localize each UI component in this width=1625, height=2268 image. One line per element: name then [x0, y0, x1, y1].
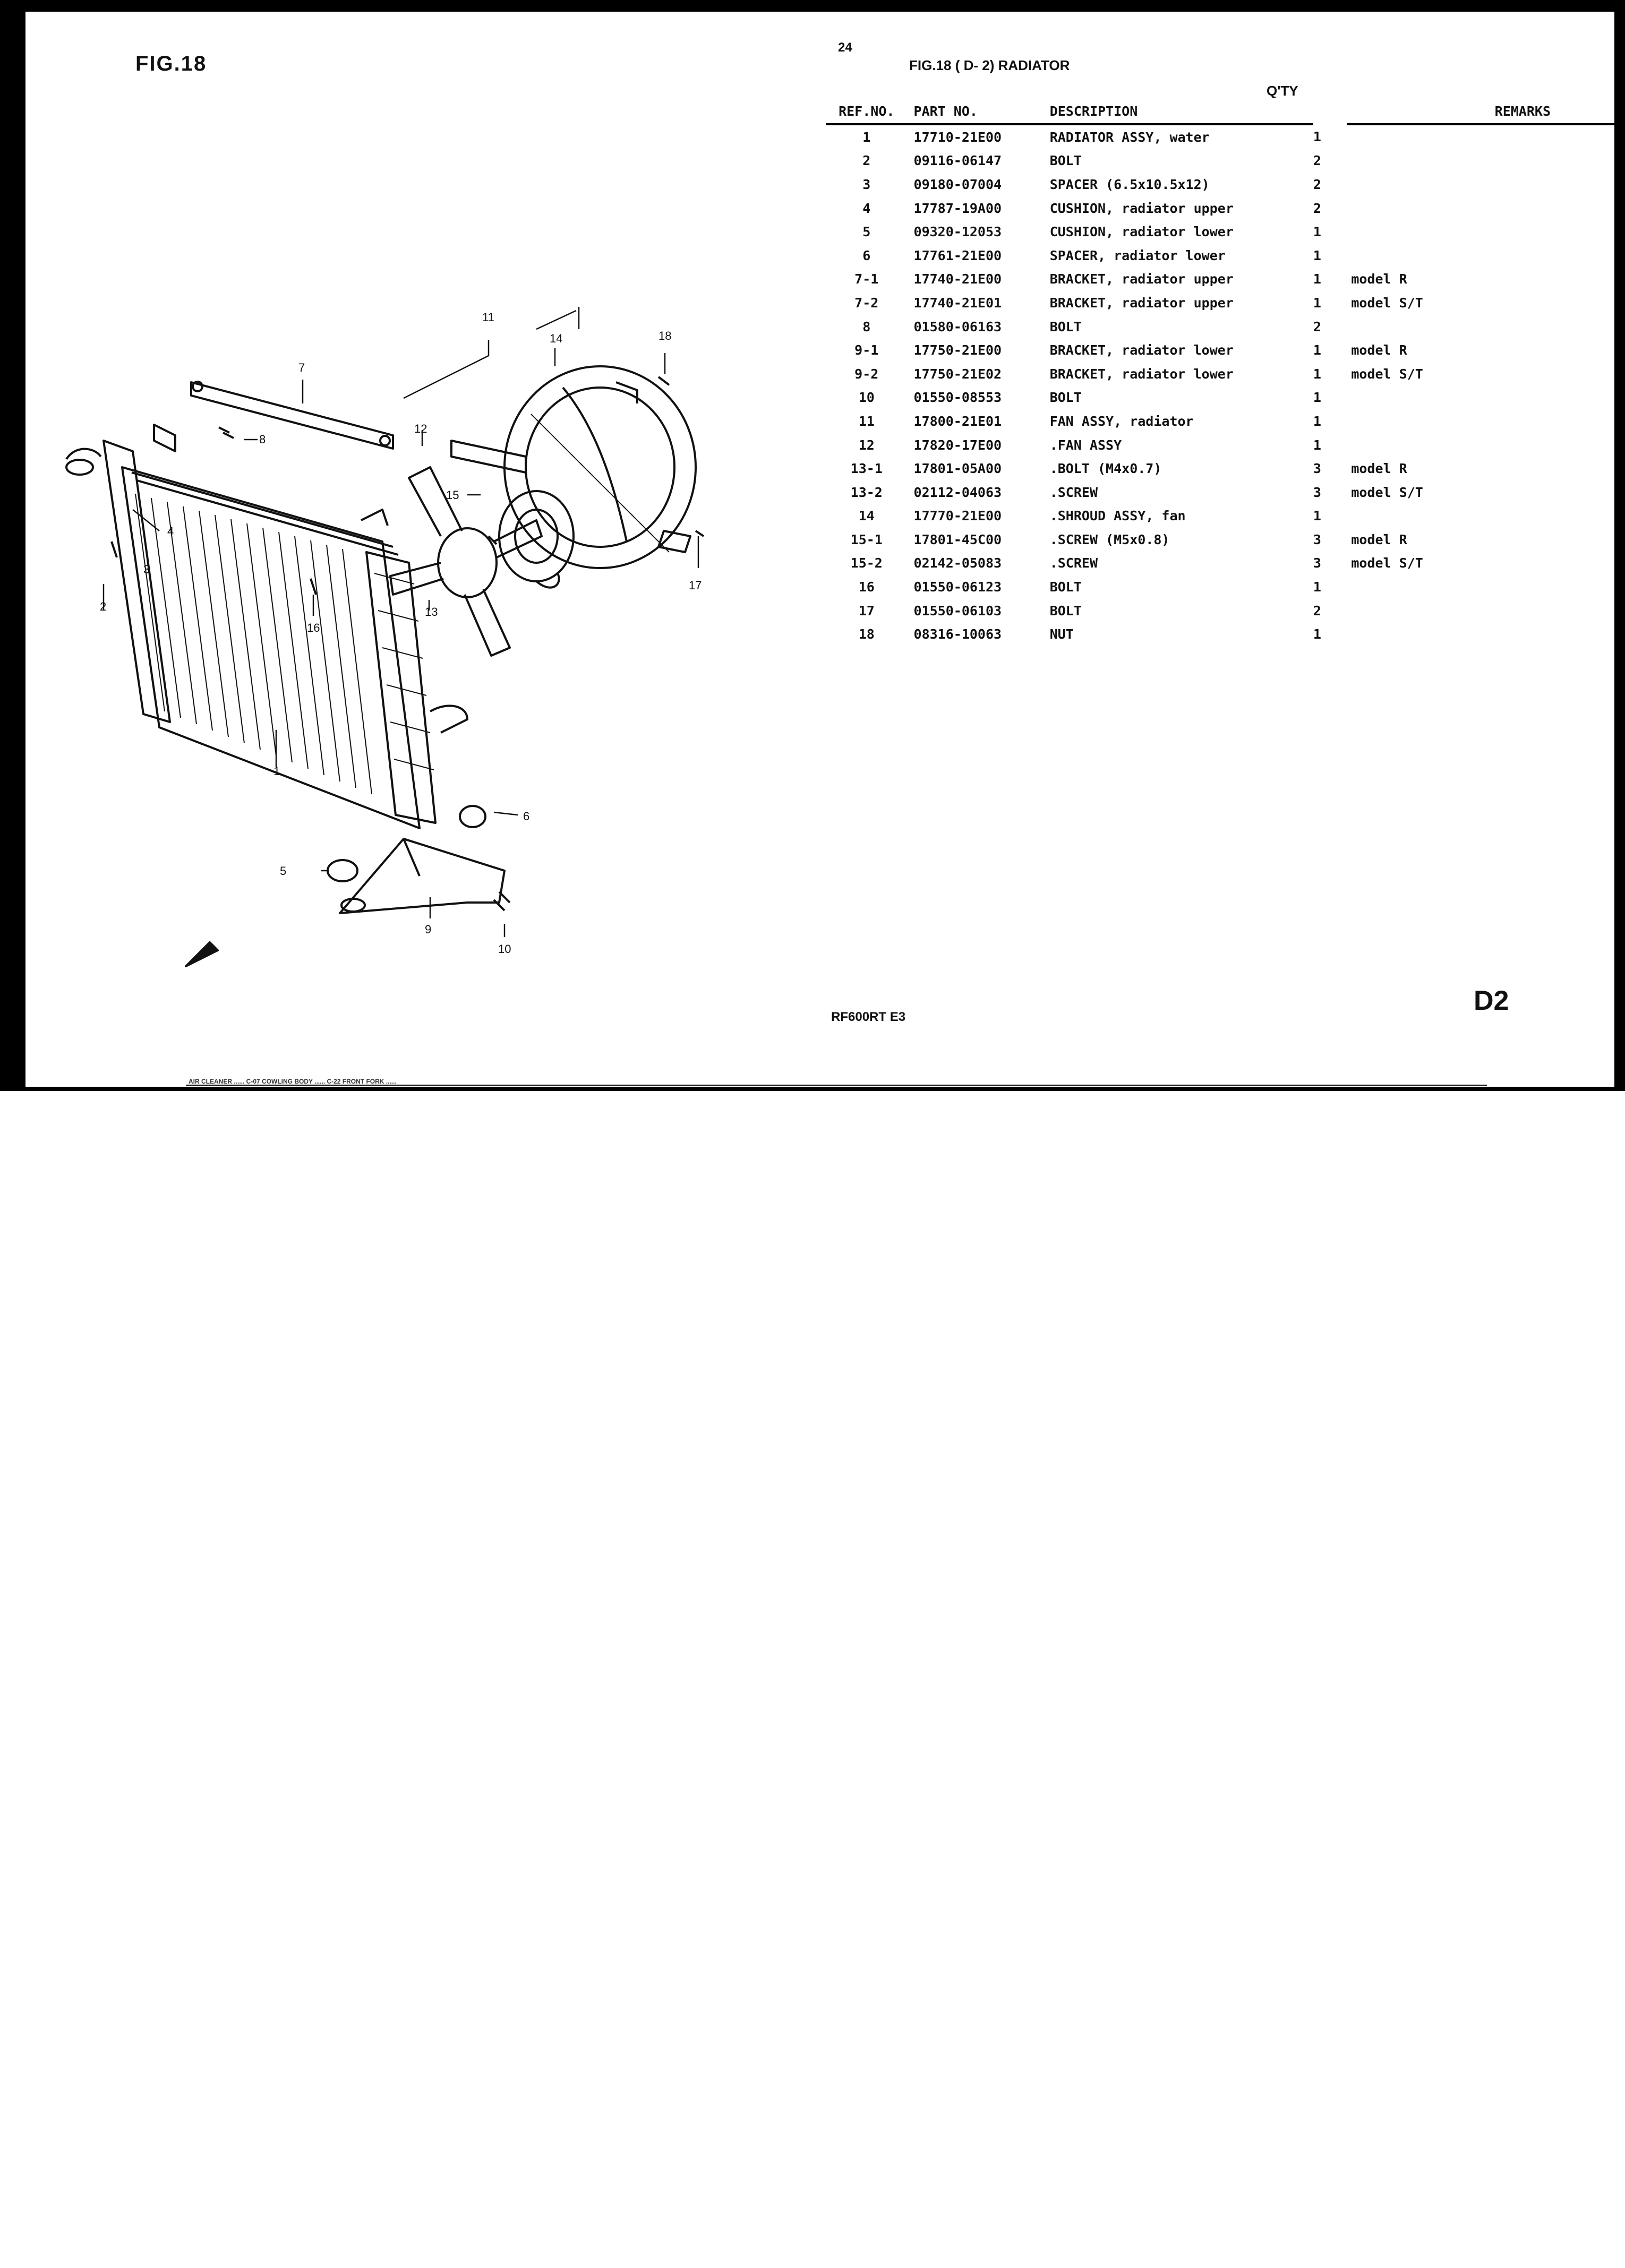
- radiator-core: [66, 441, 467, 828]
- parts-row: [826, 575, 1625, 599]
- cell-part-no: 02142-05083: [913, 555, 1002, 571]
- parts-row: [826, 315, 1625, 339]
- cell-qty: 1: [1313, 626, 1321, 642]
- cell-remarks: [1347, 386, 1625, 410]
- cell-remarks: [1347, 315, 1625, 339]
- qty-label: Q'TY: [1267, 83, 1298, 99]
- parts-row: [826, 622, 1625, 646]
- callout-2: 2: [100, 600, 107, 613]
- cell-description: CUSHION, radiator upper: [1049, 200, 1234, 216]
- cell-remarks: [1347, 220, 1625, 244]
- parts-row: [826, 268, 1625, 291]
- header-remarks: REMARKS: [1347, 104, 1625, 124]
- cell-qty: 1: [1313, 437, 1321, 453]
- cell-qty: 2: [1313, 319, 1321, 334]
- cell-qty: 3: [1313, 461, 1321, 477]
- cell-part-no: 09116-06147: [913, 153, 1002, 169]
- figure-label: FIG.18: [135, 52, 207, 75]
- callout-9: 9: [425, 923, 432, 936]
- cell-qty: 2: [1313, 603, 1321, 618]
- callout-7: 7: [298, 361, 305, 374]
- cell-part-no: 01580-06163: [913, 319, 1002, 334]
- cell-part-no: 01550-06123: [913, 579, 1002, 595]
- cell-qty: 1: [1313, 295, 1321, 311]
- callout-4: 4: [167, 525, 174, 538]
- cell-ref-no: 13-1: [850, 461, 883, 477]
- parts-table-header: [826, 104, 1625, 124]
- cell-part-no: 01550-06103: [913, 603, 1002, 618]
- parts-row: [826, 362, 1625, 386]
- cell-part-no: 17801-05A00: [913, 461, 1002, 477]
- cell-qty: 3: [1313, 555, 1321, 571]
- model-code: RF600RT E3: [831, 1010, 906, 1024]
- cell-part-no: 17750-21E00: [913, 342, 1002, 358]
- parts-row: [826, 433, 1625, 457]
- cell-qty: 2: [1313, 153, 1321, 169]
- cell-ref-no: 15-1: [850, 531, 883, 547]
- cell-remarks: model S/T: [1351, 366, 1423, 382]
- cell-ref-no: 10: [858, 390, 875, 406]
- section-code: D2: [1474, 985, 1509, 1016]
- cell-qty: 1: [1313, 247, 1321, 263]
- cell-ref-no: 3: [862, 176, 871, 192]
- cell-part-no: 17740-21E00: [913, 271, 1002, 287]
- parts-row: [826, 504, 1625, 528]
- cell-description: FAN ASSY, radiator: [1049, 413, 1194, 429]
- cell-remarks: [1347, 244, 1625, 268]
- parts-row: [826, 220, 1625, 244]
- cell-qty: 3: [1313, 484, 1321, 500]
- parts-row: [826, 196, 1625, 220]
- cell-qty: 1: [1313, 579, 1321, 595]
- cell-description: .BOLT (M4x0.7): [1049, 461, 1162, 477]
- callout-6: 6: [523, 810, 530, 823]
- cell-remarks: model R: [1351, 531, 1407, 547]
- cell-part-no: 09320-12053: [913, 224, 1002, 240]
- cell-description: NUT: [1049, 626, 1074, 642]
- cell-remarks: [1347, 149, 1625, 173]
- callout-15: 15: [446, 488, 459, 502]
- cell-ref-no: 16: [858, 579, 875, 595]
- callout-1: 1: [273, 764, 280, 778]
- cell-remarks: [1347, 409, 1625, 433]
- cell-description: .SCREW: [1049, 555, 1098, 571]
- parts-row: [826, 124, 1625, 149]
- cell-remarks: model R: [1351, 461, 1407, 477]
- parts-row: [826, 386, 1625, 410]
- cell-description: .FAN ASSY: [1049, 437, 1122, 453]
- cell-ref-no: 9-1: [854, 342, 879, 358]
- cell-ref-no: 5: [862, 224, 871, 240]
- parts-row: [826, 149, 1625, 173]
- parts-row: [826, 480, 1625, 504]
- cell-part-no: 09180-07004: [913, 176, 1002, 192]
- page-number: 24: [838, 40, 852, 55]
- parts-table-body: [826, 124, 1625, 646]
- cell-description: BOLT: [1049, 390, 1082, 406]
- cell-description: .SCREW (M5x0.8): [1049, 531, 1170, 547]
- cell-part-no: 17787-19A00: [913, 200, 1002, 216]
- callout-13: 13: [425, 605, 438, 618]
- header-qty: [1313, 104, 1347, 124]
- cell-part-no: 08316-10063: [913, 626, 1002, 642]
- header-part-no: PART NO.: [908, 104, 1039, 124]
- cell-qty: 1: [1313, 508, 1321, 524]
- cell-qty: 1: [1313, 128, 1321, 144]
- callout-11: 11: [482, 311, 494, 324]
- cell-part-no: 02112-04063: [913, 484, 1002, 500]
- cell-remarks: [1347, 124, 1625, 149]
- parts-row: [826, 173, 1625, 196]
- upper-bracket: [154, 382, 393, 526]
- cell-qty: 1: [1313, 224, 1321, 240]
- cell-qty: 1: [1313, 413, 1321, 429]
- cell-ref-no: 12: [858, 437, 875, 453]
- cell-ref-no: 4: [862, 200, 871, 216]
- scanned-page: [0, 0, 1625, 1091]
- cell-remarks: [1347, 622, 1625, 646]
- cell-remarks: model S/T: [1351, 295, 1423, 311]
- cell-qty: 1: [1313, 366, 1321, 382]
- cell-ref-no: 15-2: [850, 555, 883, 571]
- cell-description: BOLT: [1049, 603, 1082, 618]
- front-arrow-icon: [186, 942, 218, 966]
- cell-ref-no: 14: [858, 508, 875, 524]
- callout-8: 8: [259, 433, 266, 446]
- figure-caption: FIG.18 ( D- 2) RADIATOR: [909, 57, 1070, 73]
- cell-part-no: 17820-17E00: [913, 437, 1002, 453]
- cell-ref-no: 7-1: [854, 271, 879, 287]
- cell-qty: 3: [1313, 531, 1321, 547]
- parts-row: [826, 409, 1625, 433]
- cell-qty: 1: [1313, 342, 1321, 358]
- header-description: DESCRIPTION: [1039, 104, 1313, 124]
- cell-description: BOLT: [1049, 153, 1082, 169]
- cell-description: RADIATOR ASSY, water: [1049, 129, 1210, 145]
- cell-qty: 1: [1313, 271, 1321, 287]
- callout-14: 14: [550, 332, 563, 345]
- callout-17: 17: [689, 579, 702, 592]
- callout-12: 12: [414, 422, 427, 435]
- cell-description: SPACER, radiator lower: [1049, 247, 1226, 263]
- parts-table: [826, 104, 1625, 646]
- cell-qty: 2: [1313, 200, 1321, 216]
- cell-part-no: 17761-21E00: [913, 247, 1002, 263]
- parts-row: [826, 291, 1625, 315]
- cell-qty: 1: [1313, 390, 1321, 406]
- footer-index-text: AIR CLEANER ...... C-07 COWLING BODY ...... C-22 FRONT FORK ......: [189, 1078, 397, 1085]
- cell-description: .SCREW: [1049, 484, 1098, 500]
- lower-bracket: [340, 839, 504, 913]
- cell-description: BRACKET, radiator upper: [1049, 271, 1234, 287]
- cell-description: SPACER (6.5x10.5x12): [1049, 176, 1210, 192]
- cell-remarks: [1347, 196, 1625, 220]
- header-ref-no: REF.NO.: [826, 104, 908, 124]
- cell-remarks: [1347, 173, 1625, 196]
- cell-part-no: 17750-21E02: [913, 366, 1002, 382]
- cell-description: BRACKET, radiator lower: [1049, 366, 1234, 382]
- cell-part-no: 17801-45C00: [913, 531, 1002, 547]
- cell-remarks: [1347, 575, 1625, 599]
- cell-part-no: 17800-21E01: [913, 413, 1002, 429]
- cell-description: BOLT: [1049, 319, 1082, 334]
- cell-description: BOLT: [1049, 579, 1082, 595]
- cell-remarks: model R: [1351, 342, 1407, 358]
- cell-part-no: 17770-21E00: [913, 508, 1002, 524]
- parts-row: [826, 552, 1625, 575]
- cell-remarks: [1347, 504, 1625, 528]
- cell-ref-no: 7-2: [854, 295, 879, 311]
- callout-5: 5: [280, 864, 287, 878]
- cell-part-no: 17710-21E00: [913, 129, 1002, 145]
- cell-part-no: 01550-08553: [913, 390, 1002, 406]
- parts-row: [826, 528, 1625, 552]
- cell-remarks: model S/T: [1351, 484, 1423, 500]
- cell-ref-no: 13-2: [850, 484, 883, 500]
- callout-18: 18: [658, 329, 672, 342]
- parts-row: [826, 457, 1625, 480]
- cell-ref-no: 9-2: [854, 366, 879, 382]
- cell-remarks: model R: [1351, 271, 1407, 287]
- cell-part-no: 17740-21E01: [913, 295, 1002, 311]
- callout-3: 3: [143, 563, 150, 576]
- cell-ref-no: 2: [862, 153, 871, 169]
- cell-remarks: model S/T: [1351, 555, 1423, 571]
- cell-ref-no: 1: [862, 129, 871, 145]
- callout-10: 10: [498, 942, 511, 956]
- cell-ref-no: 6: [862, 247, 871, 263]
- cell-ref-no: 8: [862, 319, 871, 334]
- cell-description: CUSHION, radiator lower: [1049, 224, 1234, 240]
- cell-description: BRACKET, radiator upper: [1049, 295, 1234, 311]
- parts-row: [826, 244, 1625, 268]
- cell-ref-no: 17: [858, 603, 875, 618]
- cell-remarks: [1347, 433, 1625, 457]
- cell-remarks: [1347, 599, 1625, 623]
- callout-16: 16: [307, 621, 320, 634]
- cell-description: BRACKET, radiator lower: [1049, 342, 1234, 358]
- cell-qty: 2: [1313, 176, 1321, 192]
- cell-ref-no: 11: [858, 413, 875, 429]
- parts-row: [826, 338, 1625, 362]
- cell-description: .SHROUD ASSY, fan: [1049, 508, 1186, 524]
- parts-row: [826, 599, 1625, 623]
- cell-ref-no: 18: [858, 626, 875, 642]
